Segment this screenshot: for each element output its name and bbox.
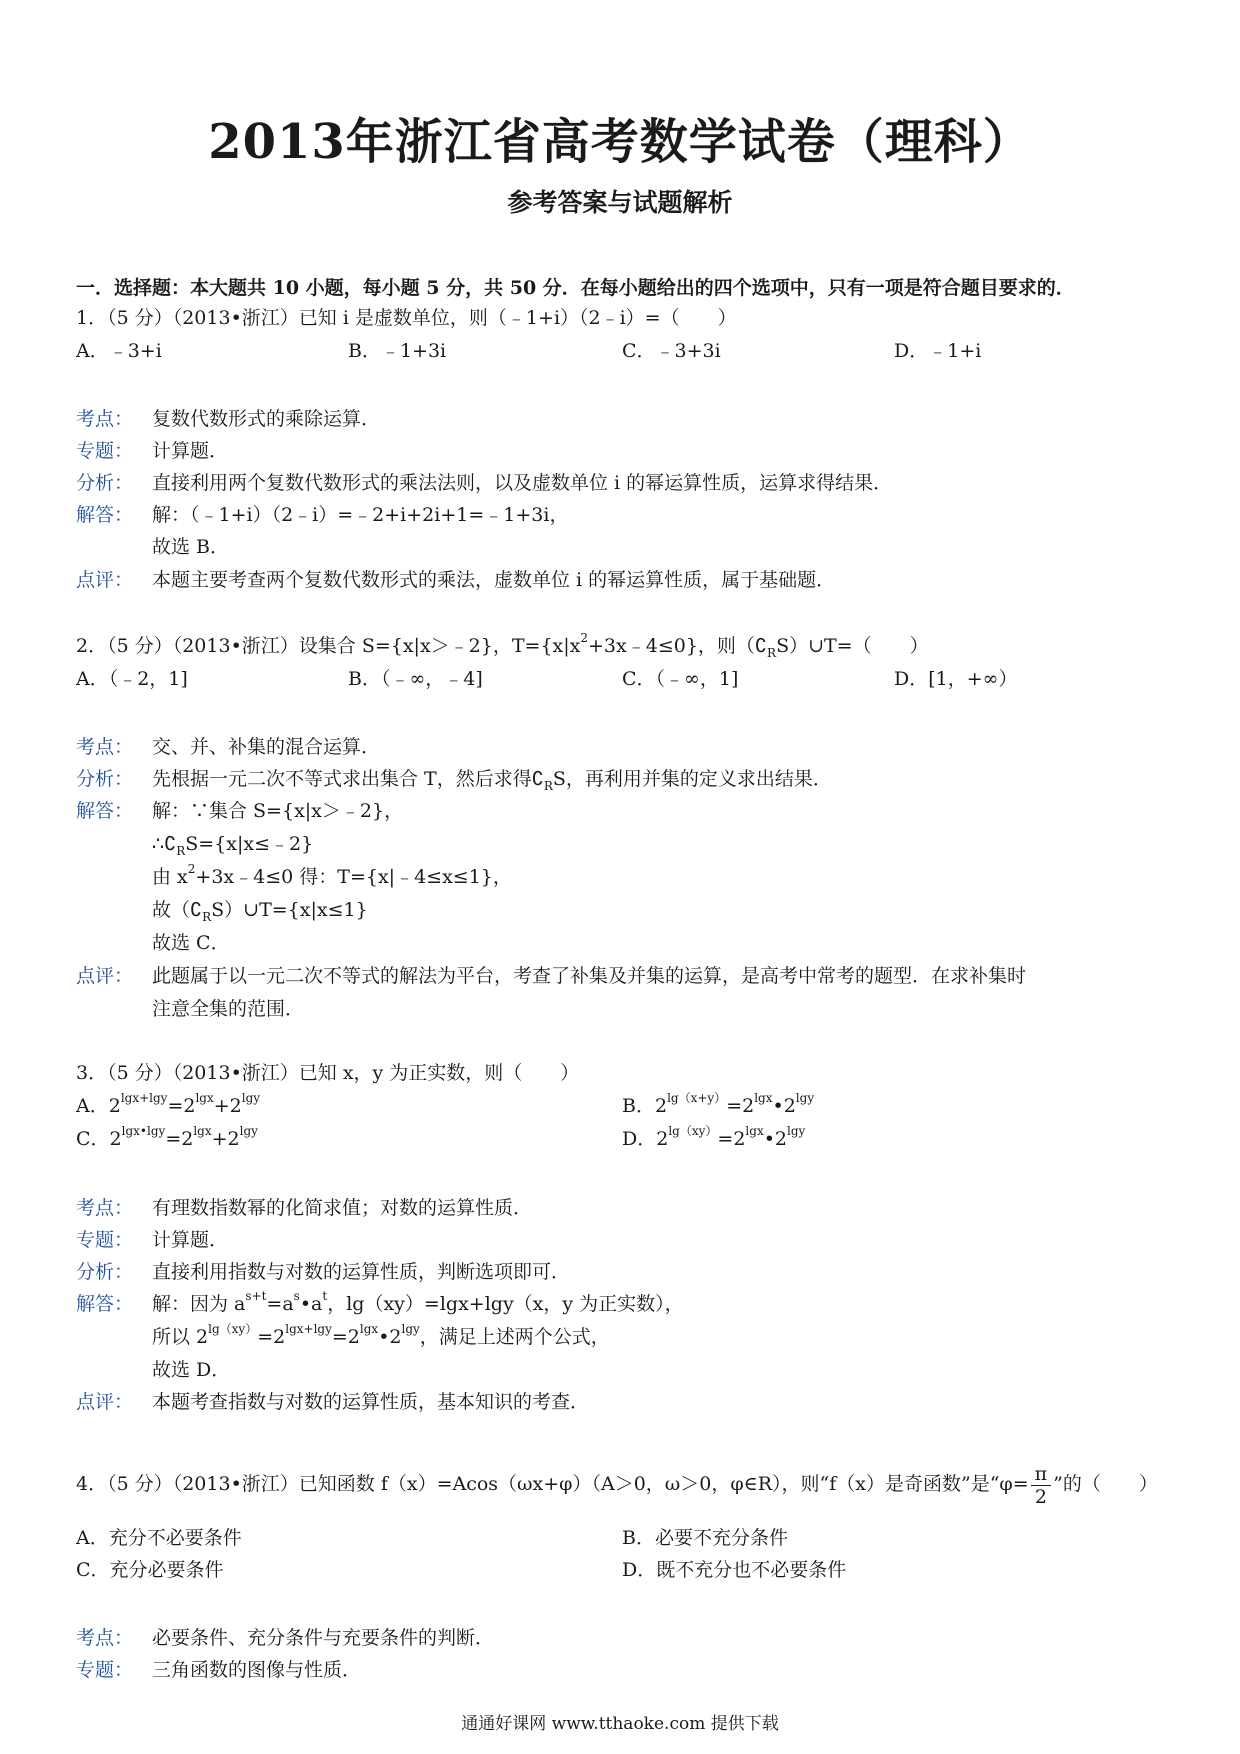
jieda-label: 解答： [76,800,134,822]
q2-jieda-line [152,861,512,893]
q4-stem [76,1458,1158,1510]
q3-fenxi: 直接利用指数与对数的运算性质，判断选项即可． [152,1261,571,1283]
q3-jieda-text: 所以 2 [152,1326,209,1348]
q3-jieda-sup: lg（xy） [208,1321,258,1336]
dianping-label: 点评： [76,1391,134,1413]
q1-option-d: D．﹣1+i [894,340,982,362]
dianping-label: 点评： [76,965,134,987]
kaodian-label: 考点： [76,1627,134,1649]
q4-kaodian: 必要条件、充分条件与充要条件的判断． [152,1627,495,1649]
q4-option-a: A．充分不必要条件 [76,1527,242,1549]
q2-jieda-text: 由 x [152,866,188,888]
q3-jieda-line: 故选 D． [152,1359,231,1381]
q3-sup: lgx [195,1090,214,1105]
q3-jieda-text: ，lg（xy）=lgx+lgy（x，y 为正实数）， [327,1293,684,1315]
zhuanti-label: 专题： [76,1229,134,1251]
q2-stem-sup: 2 [580,630,589,645]
q3-sup: lg（x+y） [667,1090,727,1105]
q2-jieda-text: S={x|x≤﹣2} [185,833,314,855]
q2-dianping: 此题属于以一元二次不等式的解法为平台，考查了补集及并集的运算，是高考中常考的题型．在求补集时 [152,965,1027,987]
q3-option-b [622,1090,814,1122]
q3-text: =2 [726,1095,755,1117]
q3-sup: lgx [754,1090,773,1105]
q3-kaodian: 有理数指数幂的化简求值；对数的运算性质． [152,1197,533,1219]
q2-jieda-sup: 2 [187,861,196,876]
q1-zhuanti: 计算题． [152,440,229,462]
q2-jieda-line [152,894,368,926]
section-heading: 一．选择题：本大题共 10 小题，每小题 5 分，共 50 分．在每小题给出的四个选项中，只有一项是符合题目要求的． [76,277,1075,299]
q2-jieda-line [152,828,313,860]
q3-sup: lgx [745,1123,764,1138]
q3-jieda-sup: s [293,1288,300,1303]
q4-zhuanti: 三角函数的图像与性质． [152,1659,362,1681]
q2-jieda-line: 故选 C． [152,932,230,954]
q3-text: =2 [165,1128,194,1150]
page-footer: 通通好课网 www.tthaoke.com 提供下载 [461,1714,779,1734]
q1-dianping: 本题主要考查两个复数代数形式的乘法，虚数单位 i 的幂运算性质，属于基础题． [152,569,836,591]
q1-jieda-line: 故选 B． [152,536,230,558]
q4-stem-text: ”的（ ） [1053,1473,1158,1495]
q2-stem-sub: R [767,645,777,660]
q1-kaodian: 复数代数形式的乘除运算． [152,408,381,430]
q2-jieda-text: S）∪T={x|x≤1} [211,899,368,921]
q3-jieda-sup: lgy [401,1321,420,1336]
q3-sup: lgx•lgy [121,1123,166,1138]
q3-jieda-text: =a [266,1293,294,1315]
q4-fraction-denominator: 2 [1034,1485,1047,1508]
zhuanti-label: 专题： [76,1659,134,1681]
q3-sup: lgy [239,1123,258,1138]
q2-kaodian: 交、并、补集的混合运算． [152,736,381,758]
fenxi-label: 分析： [76,472,134,494]
q2-stem [76,630,929,662]
q3-sup: lgy [241,1090,261,1105]
q2-fenxi-text: S，再利用并集的定义求出结果． [552,768,832,790]
q3-jieda-sup: s+t [245,1288,267,1303]
q3-jieda-sup: lgx+lgy [285,1321,332,1336]
q4-option-d: D．既不充分也不必要条件 [622,1559,847,1581]
fenxi-label: 分析： [76,768,134,790]
q2-option-a: A．（﹣2，1] [76,668,188,690]
q4-option-b: B．必要不充分条件 [622,1527,788,1549]
q2-jieda-sub: R [176,843,186,858]
q3-text: •2 [772,1095,796,1117]
q2-fenxi [152,763,832,795]
q2-jieda-line: 解：∵集合 S={x|x＞﹣2}， [152,800,404,822]
q3-option-d [622,1123,805,1155]
q3-sup: lg（xy） [668,1123,718,1138]
q3-dianping: 本题考查指数与对数的运算性质，基本知识的考查． [152,1391,590,1413]
q3-jieda-sup: t [322,1288,328,1303]
q2-stem-text: S）∪T=（ ） [776,635,929,657]
q3-text: C．2 [76,1128,122,1150]
q3-option-a [76,1090,260,1122]
q2-jieda-sub: R [202,909,212,924]
q2-stem-text: 2．（5 分）（2013•浙江）设集合 S={x|x＞﹣2}，T={x|x [76,635,581,657]
q1-option-a: A．﹣3+i [76,340,162,362]
q1-option-b: B．﹣1+3i [348,340,447,362]
q3-stem: 3．（5 分）（2013•浙江）已知 x，y 为正实数，则（ ） [76,1062,580,1084]
kaodian-label: 考点： [76,1197,134,1219]
q3-jieda-text: =2 [257,1326,286,1348]
q3-text: +2 [211,1128,240,1150]
q3-jieda-text: •a [299,1293,323,1315]
q3-option-c [76,1123,258,1155]
q3-sup: lgx [193,1123,212,1138]
q3-sup: lgx+lgy [120,1090,168,1105]
page-subtitle: 参考答案与试题解析 [507,188,733,217]
page-title: 2013年浙江省高考数学试卷（理科） [208,114,1032,170]
q3-zhuanti: 计算题． [152,1229,229,1251]
q3-jieda-text: 解：因为 a [152,1293,246,1315]
q3-jieda-text: =2 [331,1326,360,1348]
q2-jieda-text: 故（∁ [152,899,203,921]
kaodian-label: 考点： [76,736,134,758]
q4-stem-text: 4．（5 分）（2013•浙江）已知函数 f（x）=Acos（ωx+φ）（A＞0，ω＞0，φ∈R），则“f（x）是奇函数”是“φ= [76,1473,1029,1495]
q3-jieda-sup: lgx [359,1321,379,1336]
q3-text: =2 [167,1095,196,1117]
q2-option-d: D．[1，+∞） [894,668,1018,690]
q4-fraction-numerator: π [1031,1463,1052,1486]
q3-jieda-text: ，满足上述两个公式， [419,1326,610,1348]
q2-jieda-text: +3x﹣4≤0 得：T={x|﹣4≤x≤1}， [195,866,512,888]
q3-text: =2 [717,1128,746,1150]
dianping-label: 点评： [76,569,134,591]
q3-text: +2 [213,1095,242,1117]
jieda-label: 解答： [76,504,134,526]
q3-jieda-text: •2 [378,1326,402,1348]
q2-option-b: B．（﹣∞，﹣4] [348,668,483,690]
q3-text: D．2 [622,1128,669,1150]
q1-option-c: C．﹣3+3i [622,340,721,362]
q2-dianping-line: 注意全集的范围． [152,998,305,1020]
q1-jieda-line: 解：（﹣1+i）（2﹣i）=﹣2+i+2i+1=﹣1+3i， [152,504,569,526]
kaodian-label: 考点： [76,408,134,430]
zhuanti-label: 专题： [76,440,134,462]
jieda-label: 解答： [76,1293,134,1315]
fenxi-label: 分析： [76,1261,134,1283]
q1-fenxi: 直接利用两个复数代数形式的乘法法则，以及虚数单位 i 的幂运算性质，运算求得结果． [152,472,893,494]
q3-sup: lgy [795,1090,815,1105]
q3-text: A．2 [76,1095,121,1117]
q4-option-c: C．充分必要条件 [76,1559,224,1581]
q2-jieda-text: ∴∁ [152,833,177,855]
q3-sup: lgy [787,1123,806,1138]
q2-fenxi-sub: R [543,778,553,793]
q3-jieda-line [152,1321,610,1353]
q2-fenxi-text: 先根据一元二次不等式求出集合 T，然后求得∁ [152,768,544,790]
q2-option-c: C．（﹣∞，1] [622,668,739,690]
q3-text: •2 [763,1128,788,1150]
q1-stem: 1．（5 分）（2013•浙江）已知 i 是虚数单位，则（﹣1+i）（2﹣i）=（ ） [76,307,737,329]
q3-text: B．2 [622,1095,668,1117]
q4-fraction [1031,1463,1052,1508]
q3-jieda-line [152,1288,684,1320]
q2-stem-text: +3x﹣4≤0}，则（∁ [588,635,768,657]
